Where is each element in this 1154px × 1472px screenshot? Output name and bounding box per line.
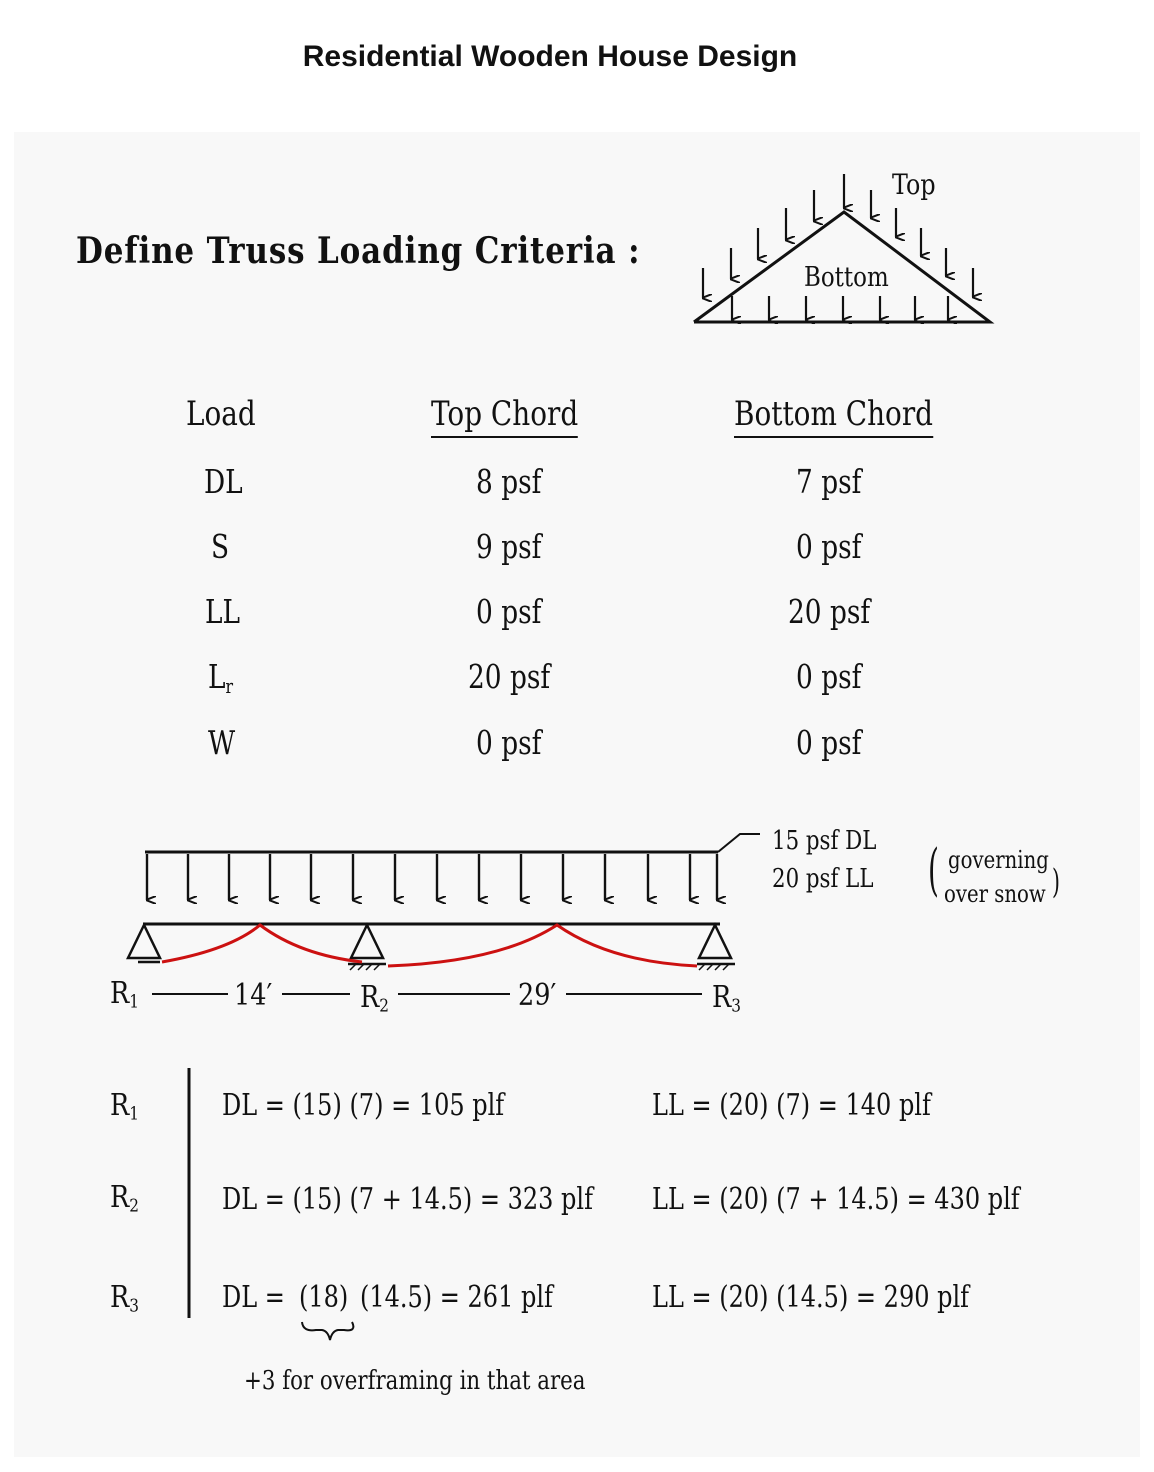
row-bottom-ll: 20 psf (788, 592, 871, 631)
header-load: Load (186, 394, 256, 434)
row-bottom-lr: 0 psf (796, 657, 862, 696)
reaction-label-r2: $R_2$ (110, 1180, 139, 1217)
support-label-r1: $R_1$ (110, 976, 139, 1013)
row-bottom-w: 0 psf (796, 723, 862, 762)
beam-load-ll: 20 psf LL (772, 864, 874, 894)
r2-ll-equation: LL = (20) (7 + 14.5) = 430 plf (652, 1182, 1020, 1217)
note-paren-open: ( (928, 838, 939, 903)
support-label-r2: $R_2$ (360, 980, 389, 1017)
note-over-snow: over snow (944, 880, 1046, 908)
r2-dl-equation: DL = (15) (7 + 14.5) = 323 plf (222, 1182, 593, 1217)
row-top-w: 0 psf (476, 723, 542, 762)
support-label-r3: $R_3$ (712, 980, 741, 1017)
header-top-chord: Top Chord (431, 394, 578, 438)
row-top-ll: 0 psf (476, 592, 542, 631)
truss-bottom-label: Bottom (804, 262, 889, 293)
section-heading: Define Truss Loading Criteria : (76, 230, 641, 272)
r3-dl-equation-lhs: DL = (222, 1280, 285, 1315)
row-load-ll: LL (205, 592, 241, 631)
reaction-label-r1: $R_1$ (110, 1088, 139, 1125)
note-paren-close: ) (1052, 862, 1060, 902)
r3-ll-equation: LL = (20) (14.5) = 290 plf (652, 1280, 970, 1315)
row-top-s: 9 psf (476, 527, 542, 566)
row-bottom-dl: 7 psf (796, 462, 862, 501)
note-governing: governing (948, 846, 1049, 874)
overframing-note: +3 for overframing in that area (244, 1366, 586, 1396)
document-sheet (14, 132, 1140, 1457)
reaction-label-r3: $R_3$ (110, 1280, 139, 1317)
r3-dl-factor: (18) (299, 1280, 349, 1315)
row-top-dl: 8 psf (476, 462, 542, 501)
header-bottom-chord: Bottom Chord (734, 394, 933, 438)
truss-top-label: Top (892, 168, 936, 201)
r1-dl-equation: DL = (15) (7) = 105 plf (222, 1088, 505, 1123)
row-load-lr: $L_r$ (208, 657, 234, 698)
r3-dl-equation-rhs: (14.5) = 261 plf (360, 1280, 553, 1315)
row-top-lr: 20 psf (468, 657, 551, 696)
page-title: Residential Wooden House Design (302, 40, 798, 73)
row-load-s: S (211, 527, 230, 566)
span-label-1: 14′ (234, 978, 273, 1013)
row-load-dl: DL (204, 462, 243, 501)
r1-ll-equation: LL = (20) (7) = 140 plf (652, 1088, 931, 1123)
row-bottom-s: 0 psf (796, 527, 862, 566)
beam-load-dl: 15 psf DL (772, 826, 877, 856)
span-label-2: 29′ (518, 978, 557, 1013)
row-load-w: W (208, 723, 236, 762)
